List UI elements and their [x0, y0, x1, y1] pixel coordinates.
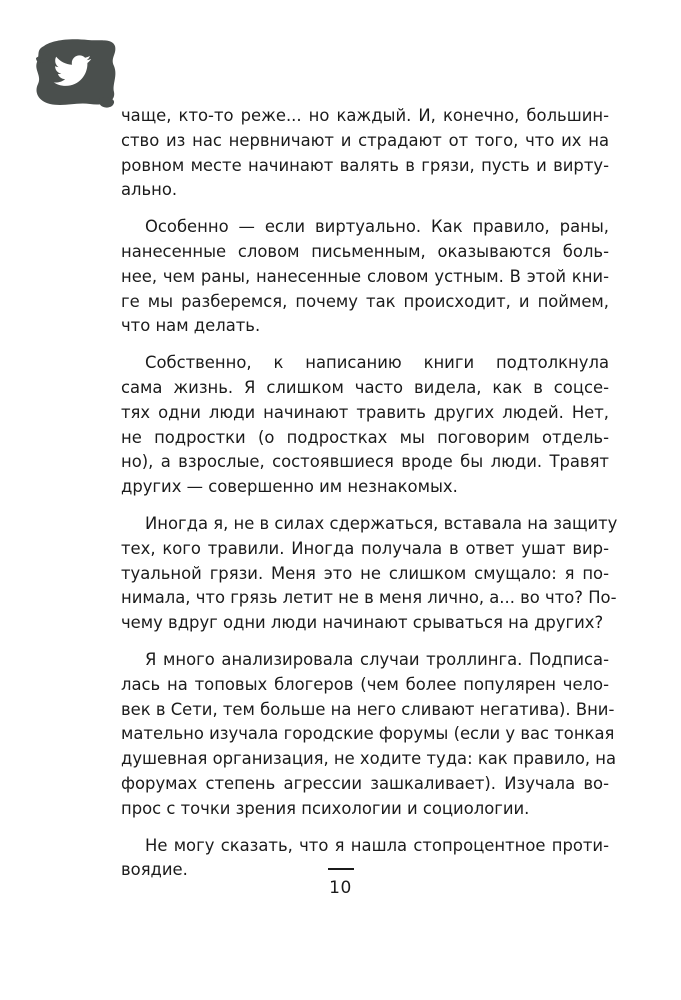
text-line: чаще, кто-то реже... но каждый. И, конечно, большин-: [121, 106, 609, 125]
text-line: Я много анализировала случаи троллинга. Подписа-: [145, 649, 609, 669]
twitter-badge: [30, 34, 118, 110]
text-line: тех, кого травили. Иногда получала в ответ ушат вир-: [121, 538, 609, 558]
folio-rule: [328, 868, 354, 870]
text-line: что нам делать.: [121, 316, 261, 336]
page-number: 10: [329, 878, 352, 898]
text-line: тях одни люди начинают травить других людей. Нет,: [121, 402, 609, 422]
text-line: мательно изучала городские форумы (если у вас тонкая: [121, 724, 615, 744]
text-line: Собственно, к написанию книги подтолкнула: [145, 353, 609, 373]
page-folio: [0, 868, 681, 898]
text-line: не подростки (о подростках мы поговорим отдель-: [121, 427, 609, 447]
text-line: туальной грязи. Меня это не слишком смущало: я по-: [121, 563, 609, 583]
text-line: воядие.: [121, 860, 188, 880]
text-line: лась на топовых блогеров (чем более популярен чело-: [121, 674, 609, 694]
text-line: сама жизнь. Я слишком часто видела, как в соцсе-: [121, 377, 609, 397]
text-line: нанесенные словом письменным, оказываются боль-: [121, 241, 609, 261]
text-line: Не могу сказать, что я нашла стопроцентное проти-: [145, 835, 609, 855]
text-line: форумах степень агрессии зашкаливает). Изучала во-: [121, 773, 609, 793]
text-line: нимала, что грязь летит не в меня лично, а... во что? По-: [121, 588, 617, 608]
text-line: ровном месте начинают валять в грязи, пусть и вирту-: [121, 155, 609, 175]
text-line: ально.: [121, 180, 178, 200]
text-line: прос с точки зрения психологии и социологии.: [121, 798, 530, 818]
text-line: чему вдруг одни люди начинают срываться на других?: [121, 613, 604, 633]
text-line: нее, чем раны, нанесенные словом устным. В этой кни-: [121, 266, 609, 286]
text-line: душевная организация, не ходите туда: как правило, на: [121, 749, 617, 769]
text-line: ге мы разберемся, почему так происходит, и поймем,: [121, 291, 609, 311]
body-text: [121, 104, 618, 883]
text-line: других — совершенно им незнакомых.: [121, 477, 458, 497]
text-line: Особенно — если виртуально. Как правило, раны,: [145, 217, 609, 237]
twitter-bird-icon: [30, 34, 118, 110]
text-line: Иногда я, не в силах сдержаться, вставала на защиту: [145, 513, 618, 533]
text-line: но), а взрослые, состоявшиеся вроде бы люди. Травят: [121, 452, 609, 472]
text-line: век в Сети, тем больше на него сливают негатива). Вни-: [121, 699, 615, 719]
text-line: ство из нас нервничают и страдают от того, что их на: [121, 130, 609, 150]
